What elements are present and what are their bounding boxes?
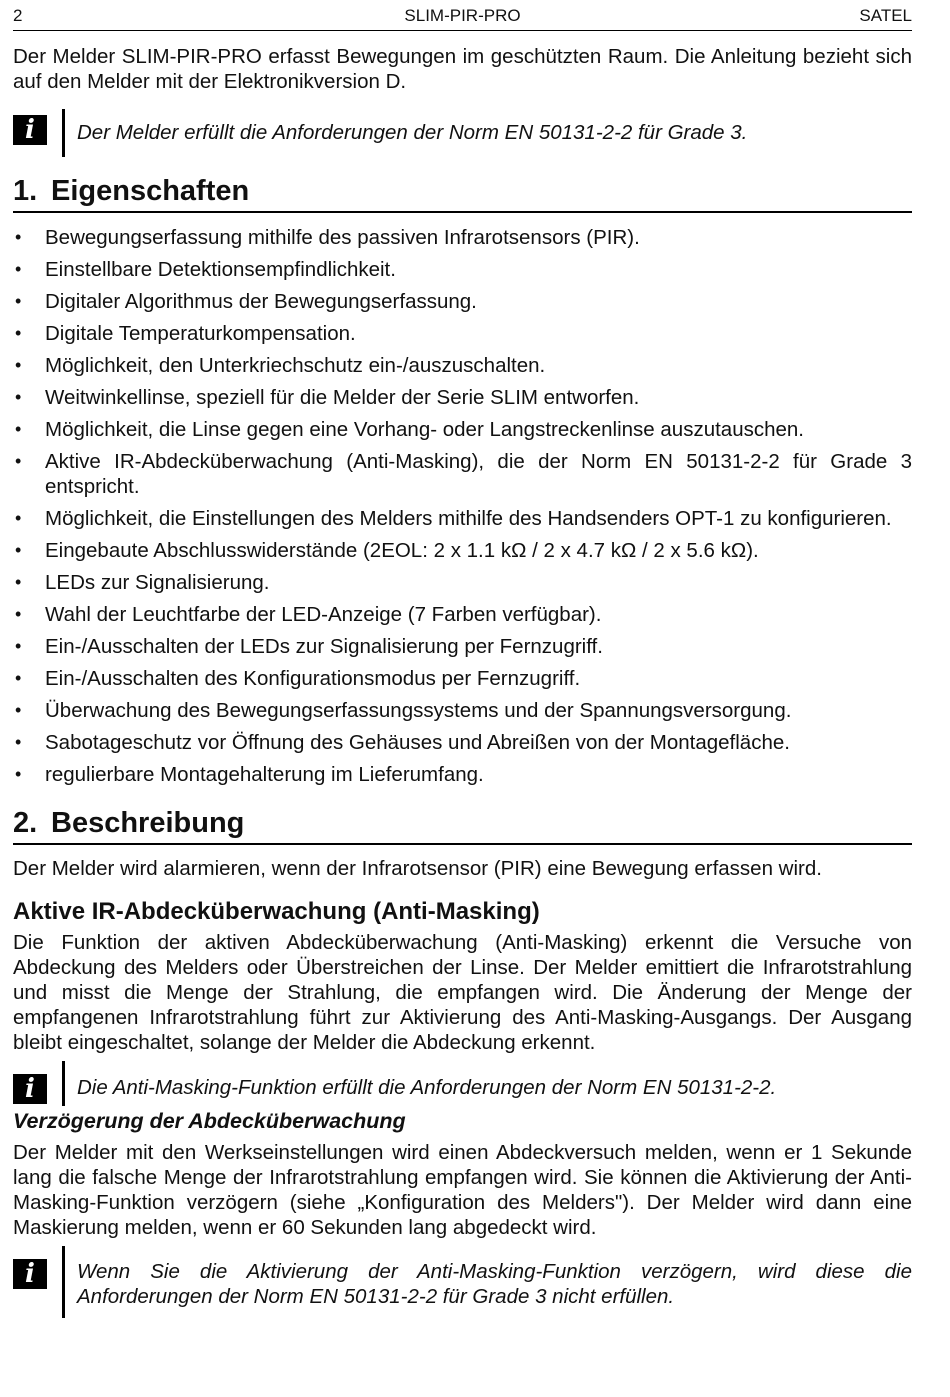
anti-masking-paragraph: Die Funktion der aktiven Abdecküberwachung (Anti-Masking) erkennt die Versuche von Abdeckung des Melders oder Überstreichen der Linse. Der Melder emittiert die Infrarotstrahlung und misst die Menge der Strahlung, die empfangen wird. Die Änderung der Menge der empfangenen Infrarotstrahlung führt zur Aktivierung des Anti-Masking-Ausgangs. Der Ausgang bleibt eingeschaltet, solange der Melder die Abdeckung erkennt. <box>13 931 912 1054</box>
feature-text: Digitale Temperaturkompensation. <box>45 322 356 345</box>
feature-text: Möglichkeit, die Linse gegen eine Vorhang- oder Langstreckenlinse auszutauschen. <box>45 418 805 441</box>
feature-text: Möglichkeit, die Einstellungen des Melders mithilfe des Handsenders OPT-1 zu konfigurieren. <box>45 507 892 530</box>
feature-text: Überwachung des Bewegungserfassungssystems und der Spannungsversorgung. <box>45 699 792 722</box>
brand-name: SATEL <box>859 6 912 25</box>
bullet-marker: • <box>15 764 22 784</box>
feature-text: regulierbare Montagehalterung im Lieferumfang. <box>45 763 484 786</box>
feature-text: Digitaler Algorithmus der Bewegungserfassung. <box>45 290 477 313</box>
section-number: 1. <box>13 175 38 207</box>
feature-text: Bewegungserfassung mithilfe des passiven Infrarotsensors (PIR). <box>45 226 640 249</box>
bullet-marker: • <box>15 668 22 688</box>
feature-item <box>13 385 912 410</box>
delay-paragraph: Der Melder mit den Werkseinstellungen wird einen Abdeckversuch melden, wenn er 1 Sekunde lang die falsche Menge der Infrarotstrahlung empfangen wird. Sie können die Aktivierung der Anti-Masking-Funktion verzögern (siehe „Konfiguration des Melders"). Der Melder wird dann eine Maskierung melden, wenn er 60 Sekunden lang abgedeckt wird. <box>13 1141 912 1239</box>
feature-text: Weitwinkellinse, speziell für die Melder der Serie SLIM entworfen. <box>45 386 640 409</box>
bullet-marker: • <box>15 419 22 439</box>
feature-item <box>13 506 912 531</box>
info-note-text: Wenn Sie die Aktivierung der Anti-Masking-Funktion verzögern, wird diese die Anforderungen der Norm EN 50131-2-2 für Grade 3 nicht erfüllen. <box>77 1260 912 1308</box>
bullet-marker: • <box>15 636 22 656</box>
feature-text: Eingebaute Abschlusswiderstände (2EOL: 2 x 1.1 kΩ / 2 x 4.7 kΩ / 2 x 5.6 kΩ). <box>45 539 759 562</box>
feature-text: Ein-/Ausschalten der LEDs zur Signalisierung per Fernzugriff. <box>45 635 603 658</box>
bullet-marker: • <box>15 387 22 407</box>
feature-text: Wahl der Leuchtfarbe der LED-Anzeige (7 Farben verfügbar). <box>45 603 602 626</box>
bullet-marker: • <box>15 572 22 592</box>
info-icon: i <box>13 1259 47 1289</box>
info-note-text: Die Anti-Masking-Funktion erfüllt die Anforderungen der Norm EN 50131-2-2. <box>77 1076 777 1099</box>
bullet-marker: • <box>15 540 22 560</box>
feature-item <box>13 698 912 723</box>
feature-item <box>13 289 912 314</box>
feature-text: Möglichkeit, den Unterkriechschutz ein-/auszuschalten. <box>45 354 546 377</box>
bullet-marker: • <box>15 355 22 375</box>
feature-item <box>13 634 912 659</box>
bullet-marker: • <box>15 700 22 720</box>
feature-item <box>13 225 912 250</box>
feature-item <box>13 417 912 442</box>
feature-item <box>13 538 912 563</box>
info-note <box>13 109 912 157</box>
note-divider <box>62 109 65 157</box>
feature-item <box>13 666 912 691</box>
intro-paragraph: Der Melder SLIM-PIR-PRO erfasst Bewegungen im geschützten Raum. Die Anleitung bezieht sich auf den Melder mit der Elektronikversion D. <box>13 45 912 93</box>
section-title: Eigenschaften <box>51 175 250 207</box>
bullet-marker: • <box>15 508 22 528</box>
bullet-marker: • <box>15 604 22 624</box>
subheading-anti-masking: Aktive IR-Abdecküberwachung (Anti-Masking) <box>13 898 540 925</box>
bullet-marker: • <box>15 291 22 311</box>
info-note <box>13 1061 912 1106</box>
feature-text: Einstellbare Detektionsempfindlichkeit. <box>45 258 396 281</box>
page-number: 2 <box>13 6 23 25</box>
note-divider <box>62 1246 65 1318</box>
document-title: SLIM-PIR-PRO <box>404 6 521 25</box>
bullet-marker: • <box>15 259 22 279</box>
note-divider <box>62 1061 65 1106</box>
feature-text: LEDs zur Signalisierung. <box>45 571 270 594</box>
feature-text: Ein-/Ausschalten des Konfigurationsmodus per Fernzugriff. <box>45 667 581 690</box>
section-heading-eigenschaften <box>13 173 912 213</box>
feature-text: Sabotageschutz vor Öffnung des Gehäuses und Abreißen von der Montagefläche. <box>45 731 790 754</box>
feature-item <box>13 449 912 499</box>
bullet-marker: • <box>15 323 22 343</box>
document-page <box>13 0 912 1318</box>
feature-item <box>13 730 912 755</box>
feature-text: Aktive IR-Abdecküberwachung (Anti-Masking), die der Norm EN 50131-2-2 für Grade 3 entspricht. <box>45 450 912 498</box>
feature-item <box>13 602 912 627</box>
feature-item <box>13 762 912 787</box>
feature-item <box>13 570 912 595</box>
bullet-marker: • <box>15 451 22 471</box>
info-note <box>13 1246 912 1318</box>
feature-item <box>13 353 912 378</box>
section-number: 2. <box>13 807 38 839</box>
bullet-marker: • <box>15 732 22 752</box>
section-heading-beschreibung <box>13 805 912 845</box>
info-icon: i <box>13 115 47 145</box>
section-title: Beschreibung <box>51 807 245 839</box>
info-note-text: Der Melder erfüllt die Anforderungen der Norm EN 50131-2-2 für Grade 3. <box>77 121 748 144</box>
bullet-marker: • <box>15 227 22 247</box>
feature-item <box>13 257 912 282</box>
info-icon: i <box>13 1074 47 1104</box>
subheading-delay: Verzögerung der Abdecküberwachung <box>13 1109 406 1133</box>
running-header <box>13 0 912 31</box>
description-intro: Der Melder wird alarmieren, wenn der Infrarotsensor (PIR) eine Bewegung erfassen wird. <box>13 857 822 880</box>
feature-item <box>13 321 912 346</box>
features-list <box>13 225 912 787</box>
